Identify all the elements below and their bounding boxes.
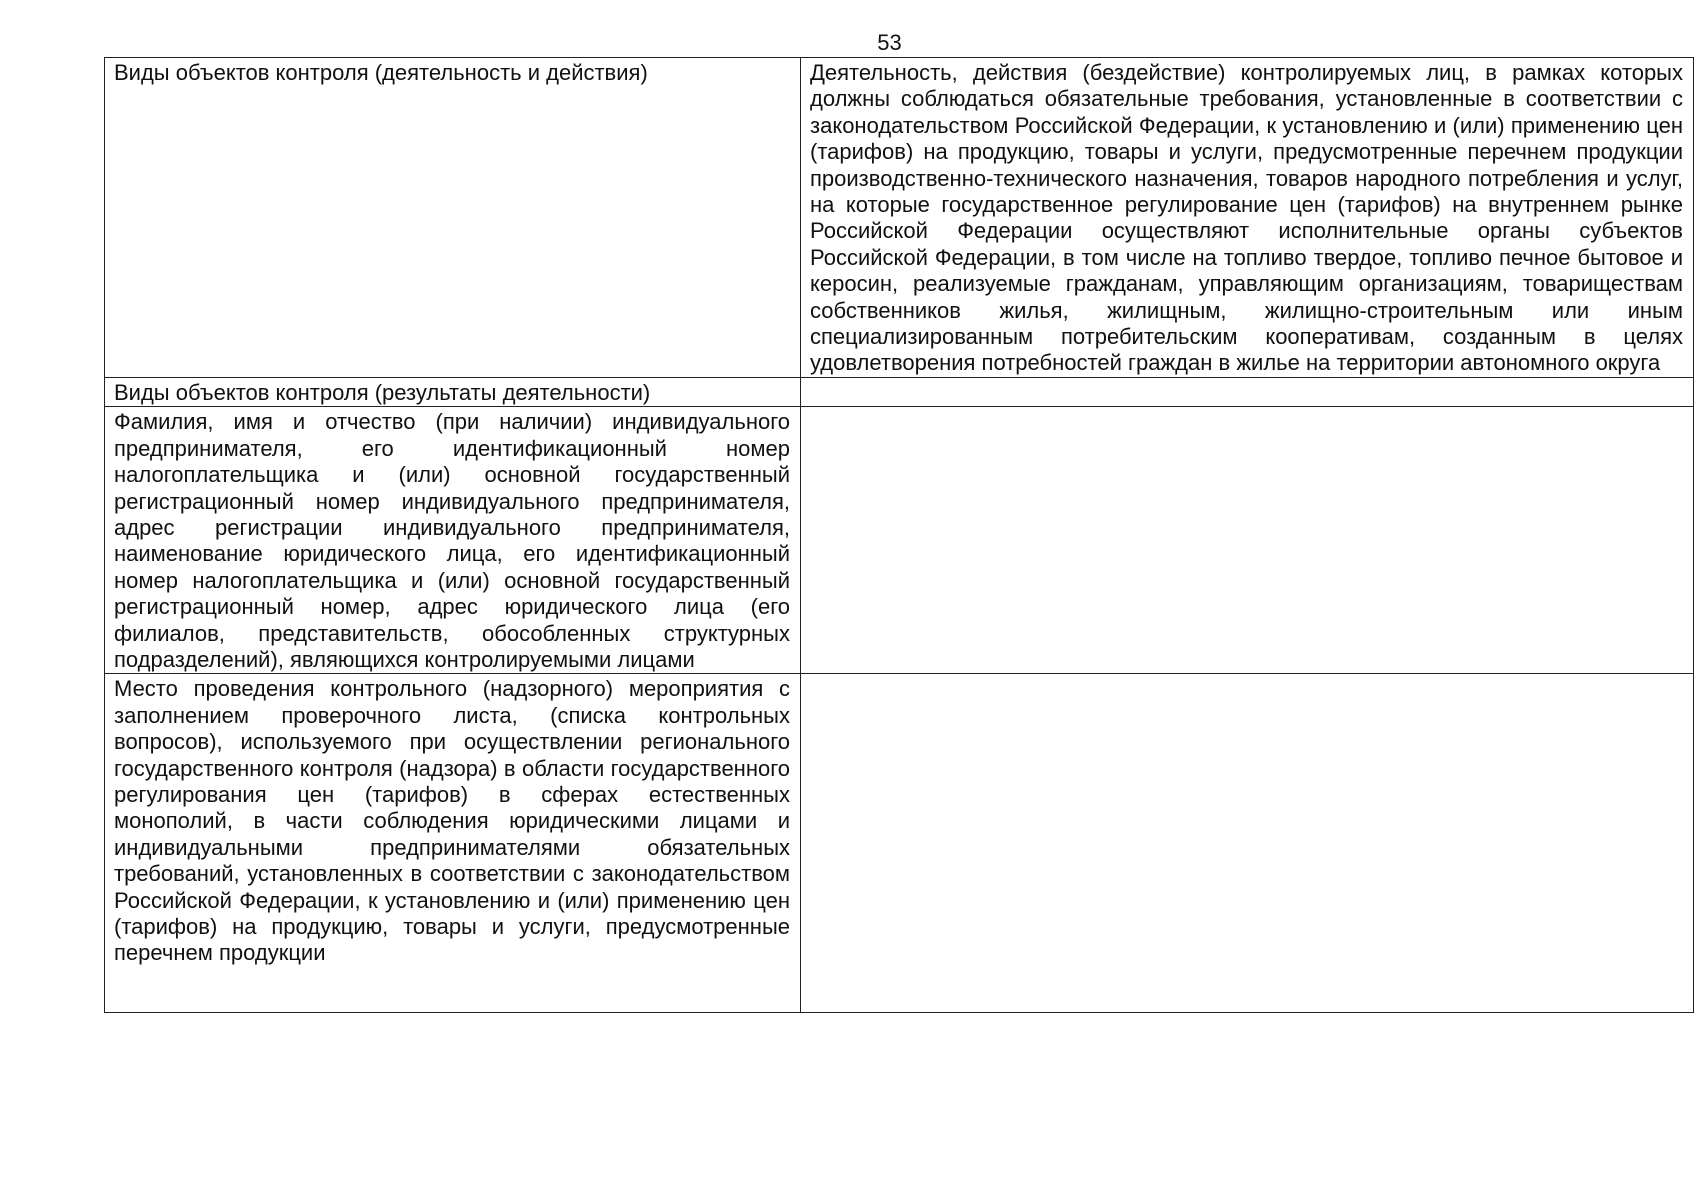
row-value-controlled-person <box>801 407 1694 674</box>
row-label-place <box>105 674 801 1013</box>
row-value-results <box>801 377 1694 406</box>
row-label-place-text: Место проведения контрольного (надзорного) мероприятия с заполнением проверочного листа, (списка контрольных вопросов), используемого при осуществлении регионального государственного контроля (надзора) в области государственного регулирования цен (тарифов) в сферах естественных монополий, в части соблюдения юридическими лицами и индивидуальными предпринимателями обязательных требований, установленных в соответствии с законодательством Российской Федерации, к установлению и (или) применению цен (тарифов) на продукцию, товары и услуги, предусмотренные перечнем продукции <box>114 676 790 966</box>
row-label-results: Виды объектов контроля (результаты деятельности) <box>105 377 801 406</box>
row-value-activity: Деятельность, действия (бездействие) контролируемых лиц, в рамках которых должны соблюдаться обязательные требования, установленные в соответствии с законодательством Российской Федерации, к установлению и (или) применению цен (тарифов) на продукцию, товары и услуги, предусмотренные перечнем продукции производственно-технического назначения, товаров народного потребления и услуг, на которые государственное регулирование цен (тарифов) на внутреннем рынке Российской Федерации осуществляют исполнительные органы субъектов Российской Федерации, в том числе на топливо твердое, топливо печное бытовое и керосин, реализуемые гражданам, управляющим организациям, товариществам собственников жилья, жилищным, жилищно-строительным или иным специализированным потребительским кооперативам, созданным в целях удовлетворения потребностей граждан в жилье на территории автономного округа <box>801 58 1694 378</box>
checklist-table <box>104 57 1694 1013</box>
table-row <box>105 407 1694 674</box>
row-value-place <box>801 674 1694 1013</box>
row-label-activity: Виды объектов контроля (деятельность и действия) <box>105 58 801 378</box>
page-number: 53 <box>877 30 902 55</box>
table-row <box>105 674 1694 1013</box>
row-label-controlled-person: Фамилия, имя и отчество (при наличии) индивидуального предпринимателя, его идентификационный номер налогоплательщика и (или) основной государственный регистрационный номер индивидуального предпринимателя, адрес регистрации индивидуального предпринимателя, наименование юридического лица, его идентификационный номер налогоплательщика и (или) основной государственный регистрационный номер, адрес юридического лица (его филиалов, представительств, обособленных структурных подразделений), являющихся контролируемыми лицами <box>105 407 801 674</box>
table-row <box>105 377 1694 406</box>
table-row <box>105 58 1694 378</box>
